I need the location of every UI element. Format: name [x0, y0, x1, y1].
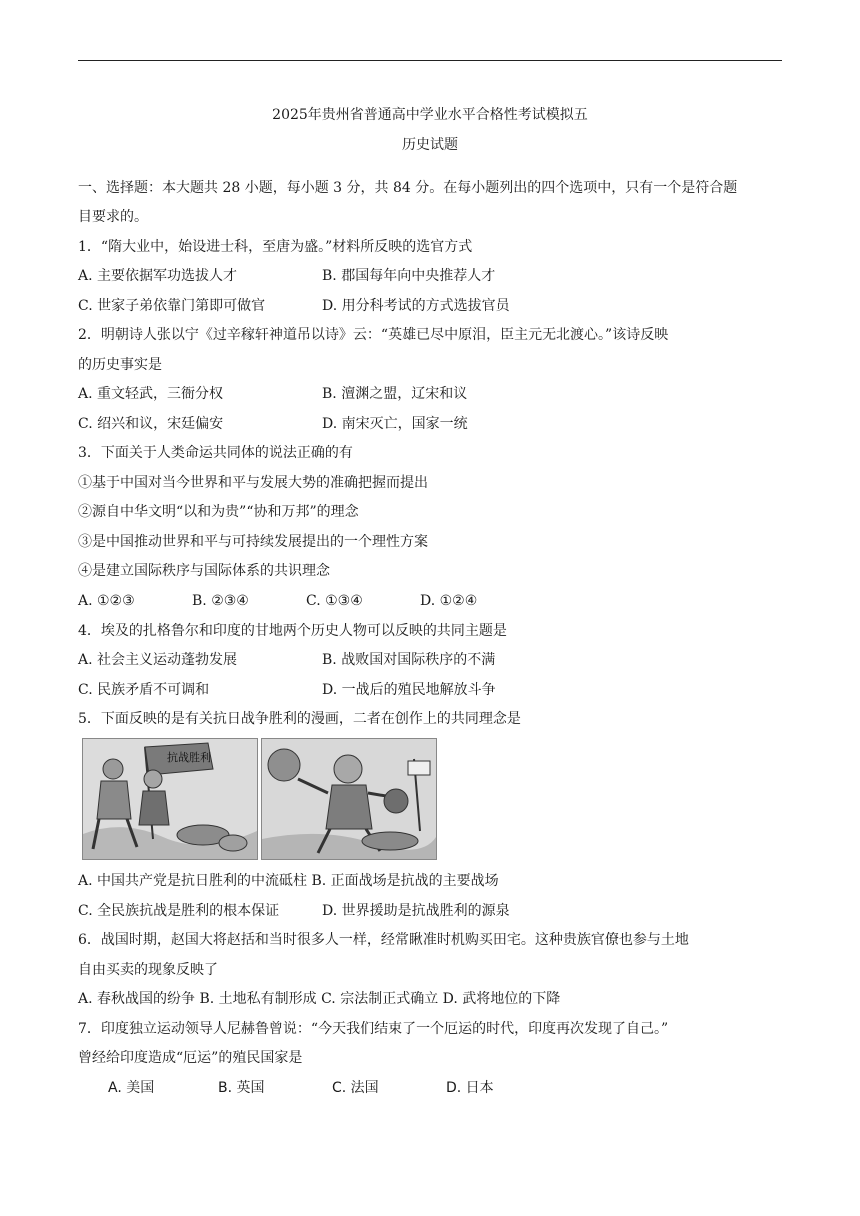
q3-statement-4: ④是建立国际秩序与国际体系的共识理念 [78, 563, 330, 579]
q3-option-b: B. ②③④ [192, 593, 249, 609]
q3-option-d: D. ①②④ [420, 593, 478, 609]
q3-option-c: C. ①③④ [306, 593, 363, 609]
q2-option-c: C. 绍兴和议，宋廷偏安 [78, 416, 224, 432]
q7-option-c: C. 法国 [332, 1080, 379, 1096]
q1-option-a: A. 主要依据军功选拔人才 [78, 268, 238, 284]
cartoon-flag-text: 抗战胜利 [167, 751, 211, 764]
q7-option-b: B. 英国 [218, 1080, 265, 1096]
header-rule [78, 60, 782, 61]
exam-title: 2025年贵州省普通高中学业水平合格性考试模拟五 [272, 107, 588, 123]
q2-stem-line-1: 2．明朝诗人张以宁《过辛稼轩神道吊以诗》云：“英雄已尽中原泪，臣主元无北渡心。”该诗反映 [78, 327, 669, 343]
q2-stem-line-2: 的历史事实是 [78, 357, 162, 373]
q6-stem-line-1: 6．战国时期，赵国大将赵括和当时很多人一样，经常瞅准时机购买田宅。这种贵族官僚也参与土地 [78, 932, 689, 948]
q7-stem-line-1: 7．印度独立运动领导人尼赫鲁曾说：“今天我们结束了一个厄运的时代，印度再次发现了自己。” [78, 1021, 669, 1037]
q1-option-d: D. 用分科考试的方式选拔官员 [322, 298, 510, 314]
q3-stem: 3．下面关于人类命运共同体的说法正确的有 [78, 445, 353, 461]
q2-option-b: B. 澶渊之盟，辽宋和议 [322, 386, 468, 402]
q2-option-d: D. 南宋灭亡，国家一统 [322, 416, 468, 432]
q4-option-c: C. 民族矛盾不可调和 [78, 682, 210, 698]
instructions-line-2: 目要求的。 [78, 209, 148, 225]
q4-option-a: A. 社会主义运动蓬勃发展 [78, 652, 238, 668]
q2-option-a: A. 重文轻武，三衙分权 [78, 386, 224, 402]
q7-option-a: A. 美国 [108, 1080, 155, 1096]
q3-statement-1: ①基于中国对当今世界和平与发展大势的准确把握而提出 [78, 475, 428, 491]
q5-stem: 5．下面反映的是有关抗日战争胜利的漫画，二者在创作上的共同理念是 [78, 711, 521, 727]
q1-option-c: C. 世家子弟依靠门第即可做官 [78, 298, 266, 314]
q5-option-c: C. 全民族抗战是胜利的根本保证 [78, 903, 280, 919]
q4-stem: 4．埃及的扎格鲁尔和印度的甘地两个历史人物可以反映的共同主题是 [78, 623, 507, 639]
exam-subtitle: 历史试题 [402, 137, 458, 153]
q7-stem-line-2: 曾经给印度造成“厄运”的殖民国家是 [78, 1050, 303, 1066]
cartoon-left-image [82, 738, 258, 860]
instructions-line-1: 一、选择题：本大题共 28 小题，每小题 3 分，共 84 分。在每小题列出的四个选项中，只有一个是符合题 [78, 180, 738, 196]
q3-statement-3: ③是中国推动世界和平与可持续发展提出的一个理性方案 [78, 534, 428, 550]
q6-options: A. 春秋战国的纷争 B. 土地私有制形成 C. 宗法制正式确立 D. 武将地位的下降 [78, 991, 561, 1007]
q1-option-b: B. 郡国每年向中央推荐人才 [322, 268, 496, 284]
cartoon-right-image [261, 738, 437, 860]
q6-stem-line-2: 自由买卖的现象反映了 [78, 962, 218, 978]
q3-option-a: A. ①②③ [78, 593, 135, 609]
q4-option-b: B. 战败国对国际秩序的不满 [322, 652, 496, 668]
q4-option-d: D. 一战后的殖民地解放斗争 [322, 682, 496, 698]
q1-stem: 1．“隋大业中，始设进士科，至唐为盛。”材料所反映的选官方式 [78, 239, 473, 255]
q5-option-d: D. 世界援助是抗战胜利的源泉 [322, 903, 510, 919]
q3-statement-2: ②源自中华文明“以和为贵”“协和万邦”的理念 [78, 504, 359, 520]
q7-option-d: D. 日本 [446, 1080, 494, 1096]
q5-option-ab: A. 中国共产党是抗日胜利的中流砥柱 B. 正面战场是抗战的主要战场 [78, 873, 499, 889]
